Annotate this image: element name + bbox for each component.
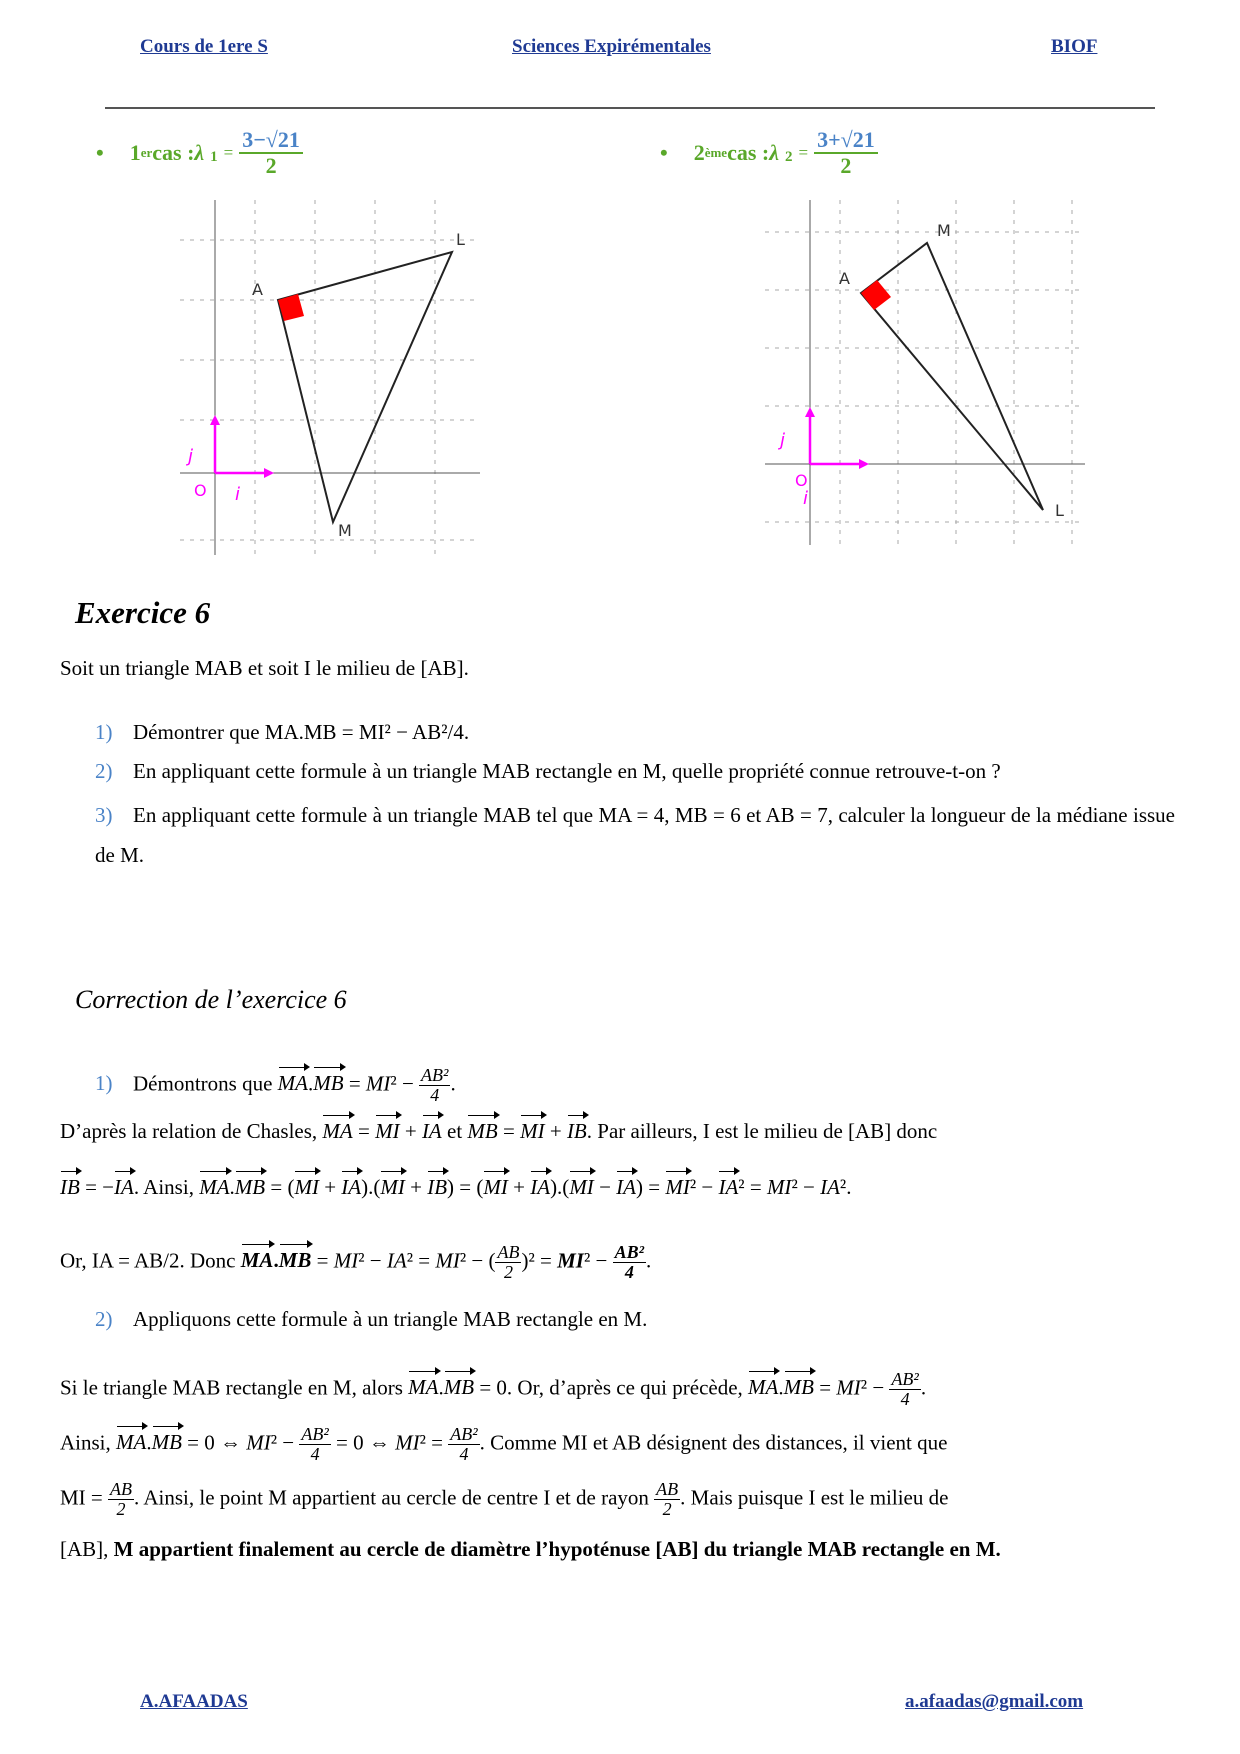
header-center: Sciences Expirémentales [512,36,711,57]
lambda-2-sub: 2 [785,148,793,165]
case-2-eq: = [798,143,809,163]
triangle-ALM [278,252,452,522]
grid [180,200,480,555]
step-number: 2) [95,1307,113,1331]
exercise-title: Exercice 6 [75,595,211,630]
question-number: 1) [95,720,113,744]
mais-text: . Mais puisque I est le milieu de [680,1485,949,1510]
chasles-text: D’après la relation de Chasles, [60,1119,318,1143]
lambda-2-fraction [814,128,878,178]
label-L: L [456,230,465,249]
right-angle-mark [861,280,891,310]
si-line: Si le triangle MAB rectangle en M, alors MA.MB = 0. Or, d’après ce qui précède, MA.MB = MI² − $\frac{\text{AB²}}{4}$ . [60,1369,927,1409]
footer-email[interactable]: a.afaadas@gmail.com [905,1691,1084,1712]
lambda-1-den: 2 [265,153,277,179]
conclusion-start: [AB], [60,1537,109,1561]
case-1-label [96,128,303,178]
vector-i-arrow [264,468,274,478]
question-3-text: En appliquant cette formule à un triangle MAB tel que MA = 4, MB = 6 et AB = 7, calculer la longueur de la médiane issue de M. [95,803,1175,867]
label-A: A [252,280,263,299]
ainsi3-text: . Ainsi, le point M appartient au cercle de centre I et de rayon [134,1485,649,1510]
step-1-text: Démontrons que [133,1071,273,1096]
expansion-line: IB = −IA. Ainsi, MA.MB = (MI + IA).(MI + IB) = (MI + IA).(MI − IA) = MI² − IA² = MI² − IA². [60,1175,852,1199]
label-O: O [194,481,207,500]
case-2-text: cas : [727,140,770,166]
mi-text: MI = [60,1485,103,1510]
triangle-AML [861,243,1043,510]
case-1-text: cas : [152,140,195,166]
step-2-text: Appliquons cette formule à un triangle MAB rectangle en M. [133,1307,648,1331]
label-M: M [338,521,352,540]
question-1-text: Démontrer que MA.MB = MI² − AB²/4. [133,720,470,744]
donc-line: Or, IA = AB/2. Donc MA.MB = MI² − IA² = MI² − ( $\frac{AB}{2}$ )² = MI² − $\frac{\text{AB²}}{4}$ . [60,1242,652,1282]
ainsi-text: . Ainsi, [133,1175,194,1199]
case-1-eq: = [223,143,234,163]
correction-title: Correction de l’exercice 6 [75,985,347,1014]
lambda-2: λ [769,140,779,166]
conclusion-line [60,1535,1175,1563]
lambda-1-sub: 1 [210,148,218,165]
mi-line: MI = $\frac{AB}{2}$ . Ainsi, le point M appartient au cercle de centre I et de rayon $\frac{AB}{2}$ . Mais puisque I est le milieu de [60,1479,949,1519]
exercise-intro: Soit un triangle MAB et soit I le milieu de [AB]. [60,656,469,680]
or-text: Or, IA = AB/2. Donc [60,1248,236,1273]
header-right: BIOF [1051,36,1098,57]
step-number: 1) [95,1071,113,1096]
par-ailleurs-text: . Par ailleurs, I est le milieu de [AB] donc [586,1119,938,1143]
question-number: 2) [95,759,113,783]
vector-i-arrow [859,459,869,469]
question-2-text: En appliquant cette formule à un triangle MAB rectangle en M, quelle propriété connue retrouve-t-on ? [133,759,1001,783]
lambda-1-fraction [239,128,303,178]
chasles-paragraph: D’après la relation de Chasles, MA = MI + IA et MB = MI + IB. Par ailleurs, I est le milieu de [AB] donc [60,1119,938,1143]
lambda-1-num: 3−√21 [239,128,303,154]
lambda-2-num: 3+√21 [814,128,878,154]
comme-text: . Comme MI et AB désignent des distances, il vient que [479,1430,948,1455]
label-j: j [780,430,786,451]
case-1-ordinal: 1 [129,140,141,166]
correction-step-1: 1) Démontrons que MA.MB = MI² − $\frac{\text{AB²}}{4}$ . [95,1065,456,1105]
case-2-label [660,128,878,178]
grid [765,200,1085,545]
footer-author: A.AFAADAS [140,1691,248,1712]
or2-text: . Or, d’après ce qui précède, [506,1375,743,1400]
vector-j-arrow [805,407,815,417]
label-i: i [803,488,809,509]
label-M: M [937,221,951,240]
label-O: O [795,471,808,490]
header-left: Cours de 1ere S [140,36,268,57]
question-number: 3) [95,803,113,827]
and-text: et [447,1119,463,1143]
header-divider [105,107,1155,109]
lambda-1: λ [194,140,205,166]
case-2-ordinal: 2 [693,140,705,166]
question-3 [95,795,1175,875]
label-A: A [839,269,850,288]
figure-case-1 [180,200,490,560]
bullet-icon: • [96,140,104,166]
si-text: Si le triangle MAB rectangle en M, alors [60,1375,403,1400]
correction-step-2 [95,1305,1175,1333]
label-i: i [235,484,241,505]
label-j: j [188,446,194,467]
question-2 [95,757,1175,785]
figure-case-2 [765,200,1095,560]
ainsi2-text: Ainsi, [60,1430,111,1455]
ainsi-line: Ainsi, MA.MB = 0 ⇔ MI² − $\frac{\text{AB²}}{4}$ = 0 ⇔ MI² = $\frac{\text{AB²}}{4}$ . Comme MI et AB désignent des distances, il vient que [60,1424,948,1464]
label-L: L [1055,501,1064,520]
lambda-2-den: 2 [840,153,852,179]
case-1-sup: er [140,145,153,161]
case-2-sup: ème [704,145,728,161]
conclusion-text: M appartient finalement au cercle de diamètre l’hypoténuse [AB] du triangle MAB rectangle en M. [113,1537,1001,1561]
bullet-icon: • [660,140,668,166]
question-1 [95,718,1175,746]
